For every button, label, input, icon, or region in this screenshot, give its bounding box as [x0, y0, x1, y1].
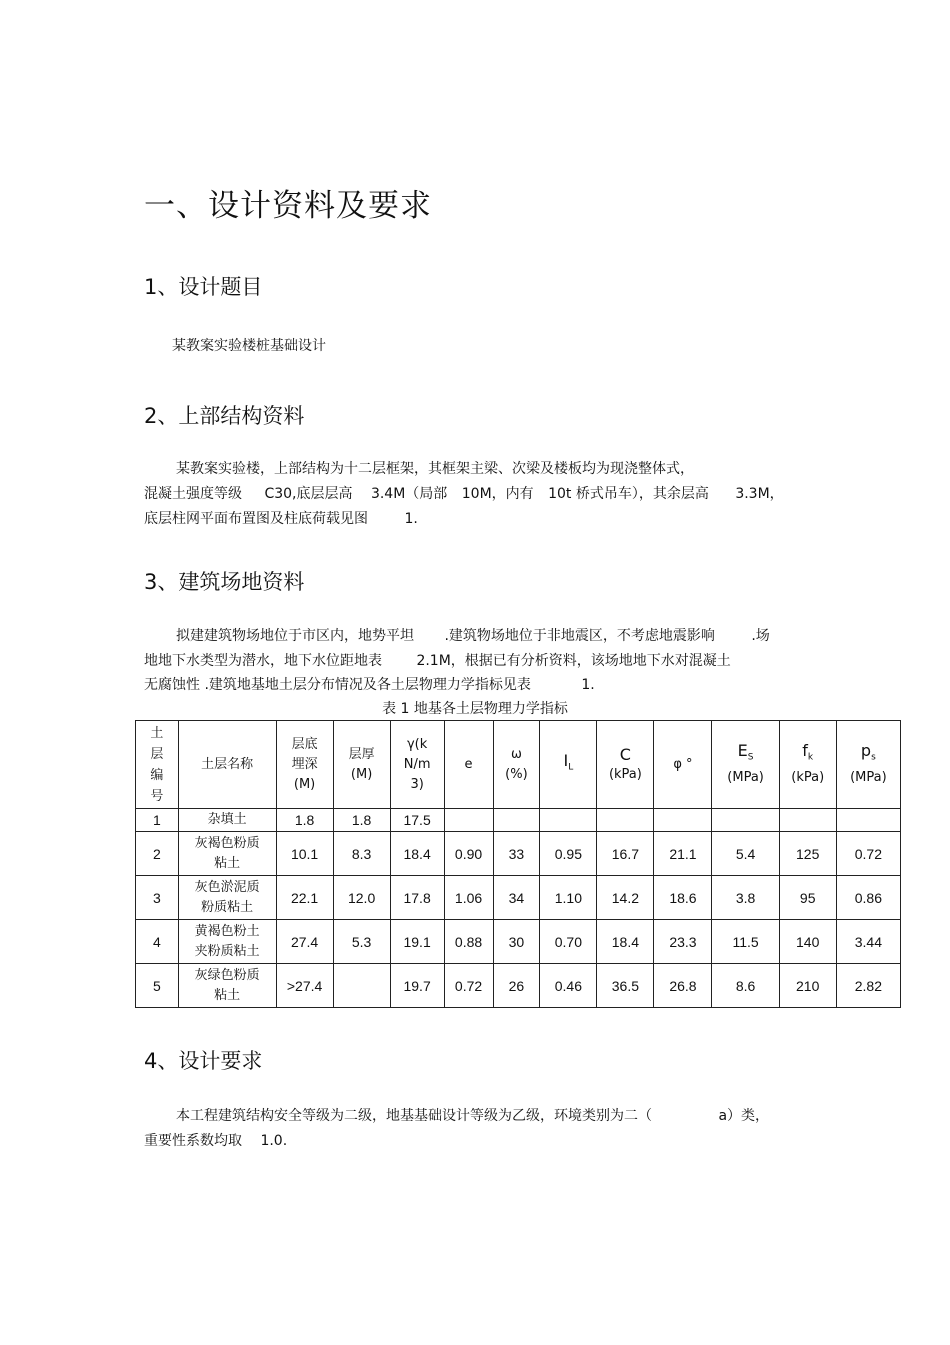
cell-es: 5.4 — [712, 832, 779, 876]
cell-e: 0.90 — [444, 832, 493, 876]
header-layer-no — [136, 721, 179, 809]
cell-gamma: 19.1 — [390, 920, 444, 964]
header-text: 3) — [410, 776, 424, 792]
header-subscript: s — [871, 752, 876, 763]
cell-thick: 5.3 — [333, 920, 390, 964]
cell-no: 5 — [136, 964, 179, 1008]
text-run: 地地下水类型为潜水，地下水位距地表 — [144, 653, 382, 669]
cell-no: 2 — [136, 832, 179, 876]
header-subscript: L — [568, 762, 574, 773]
cell-depth: 27.4 — [276, 920, 333, 964]
cell-name-line: 灰褐色粉质 — [194, 835, 260, 851]
cell-name-line: 灰绿色粉质 — [194, 967, 260, 983]
cell-name — [178, 876, 276, 920]
text-run: 本工程建筑结构安全等级为二级，地基基础设计等级为乙级，环境类别为二（ — [176, 1108, 652, 1124]
header-text: I — [563, 751, 569, 771]
soil-properties-table — [135, 720, 901, 1008]
cell-es: 8.6 — [712, 964, 779, 1008]
header-text: (MPa) — [850, 769, 887, 785]
header-cone-resistance — [836, 721, 900, 809]
table-caption: 表 1 地基各土层物理力学指标 — [382, 701, 568, 717]
header-text: γ(k — [406, 736, 428, 752]
cell-phi: 21.1 — [654, 832, 712, 876]
header-text: (%) — [505, 766, 528, 782]
header-friction-angle: φ ° — [654, 721, 712, 809]
section-3-heading: 3、建筑场地资料 — [144, 570, 305, 594]
cell-fk — [779, 809, 836, 832]
header-text: N/m — [403, 756, 431, 772]
cell-name-line: 灰色淤泥质 — [194, 879, 260, 895]
cell-il — [540, 809, 597, 832]
table-row — [136, 832, 901, 876]
section-3-line-2 — [144, 650, 731, 670]
cell-fk: 140 — [779, 920, 836, 964]
cell-depth: 1.8 — [276, 809, 333, 832]
cell-depth: 10.1 — [276, 832, 333, 876]
section-3-line-1 — [176, 625, 770, 645]
cell-e — [444, 809, 493, 832]
header-text: (kPa) — [608, 766, 642, 782]
header-subscript: k — [807, 752, 814, 763]
cell-ps: 0.72 — [836, 832, 900, 876]
cell-fk: 95 — [779, 876, 836, 920]
cell-es: 3.8 — [712, 876, 779, 920]
section-3-line-3 — [144, 674, 595, 694]
header-soil-name: 土层名称 — [178, 721, 276, 809]
table-row — [136, 964, 901, 1008]
cell-name-line: 粘土 — [214, 987, 241, 1003]
cell-c: 36.5 — [597, 964, 654, 1008]
cell-e: 0.88 — [444, 920, 493, 964]
text-run: 拟建建筑物场地位于市区内，地势平坦 — [176, 628, 414, 644]
cell-omega — [493, 809, 540, 832]
header-unit-weight — [390, 721, 444, 809]
section-1-heading: 1、设计题目 — [144, 275, 263, 299]
cell-omega: 30 — [493, 920, 540, 964]
cell-il: 0.95 — [540, 832, 597, 876]
section-4-line-2 — [144, 1130, 287, 1150]
header-text: C — [619, 744, 631, 764]
header-subscript: S — [747, 752, 754, 763]
cell-thick: 1.8 — [333, 809, 390, 832]
text-run: 10t 桥式吊车），其余层高 — [548, 486, 709, 502]
cell-fk: 125 — [779, 832, 836, 876]
cell-il: 1.10 — [540, 876, 597, 920]
cell-name — [178, 832, 276, 876]
cell-name-line: 粘土 — [214, 855, 241, 871]
header-text: p — [860, 741, 872, 761]
header-modulus — [712, 721, 779, 809]
text-run: 无腐蚀性 .建筑地基地土层分布情况及各土层物理力学指标见表 — [144, 677, 531, 693]
cell-omega: 26 — [493, 964, 540, 1008]
section-2-line-3 — [144, 508, 418, 528]
section-4-heading: 4、设计要求 — [144, 1049, 263, 1073]
text-run: 3.4M（局部 — [370, 486, 448, 502]
cell-name-line: 黄褐色粉土 — [194, 923, 260, 939]
text-run: a）类， — [718, 1108, 770, 1124]
cell-thick — [333, 964, 390, 1008]
header-void-ratio: e — [444, 721, 493, 809]
cell-c: 14.2 — [597, 876, 654, 920]
cell-gamma: 18.4 — [390, 832, 444, 876]
cell-gamma: 19.7 — [390, 964, 444, 1008]
header-bearing-capacity — [779, 721, 836, 809]
header-text: 土 — [150, 725, 164, 741]
cell-name — [178, 920, 276, 964]
text-run: 2.1M，根据已有分析资料，该场地地下水对混凝土 — [416, 653, 731, 669]
cell-gamma: 17.8 — [390, 876, 444, 920]
cell-il: 0.46 — [540, 964, 597, 1008]
header-text: 号 — [150, 788, 164, 804]
header-text: (kPa) — [791, 769, 825, 785]
text-run: 3.3M， — [735, 486, 784, 502]
cell-name: 杂填土 — [178, 809, 276, 832]
header-text: 层底 — [291, 736, 318, 752]
cell-omega: 33 — [493, 832, 540, 876]
header-text: (M) — [350, 766, 373, 782]
page-title: 一、设计资料及要求 — [144, 188, 432, 224]
section-1-text: 某教案实验楼桩基础设计 — [172, 338, 326, 354]
cell-depth: >27.4 — [276, 964, 333, 1008]
header-text: 编 — [150, 767, 164, 783]
text-run: 1.0. — [260, 1133, 288, 1149]
table-row — [136, 809, 901, 832]
cell-c: 18.4 — [597, 920, 654, 964]
cell-c: 16.7 — [597, 832, 654, 876]
cell-fk: 210 — [779, 964, 836, 1008]
cell-name-line: 粉质粘土 — [201, 899, 254, 915]
cell-ps — [836, 809, 900, 832]
header-bottom-depth — [276, 721, 333, 809]
header-text: ω — [510, 746, 522, 762]
table-header-row — [136, 721, 901, 809]
cell-phi: 23.3 — [654, 920, 712, 964]
cell-e: 1.06 — [444, 876, 493, 920]
cell-no: 3 — [136, 876, 179, 920]
text-run: 重要性系数均取 — [144, 1133, 242, 1149]
text-run: 混凝土强度等级 — [144, 486, 242, 502]
cell-gamma: 17.5 — [390, 809, 444, 832]
cell-e: 0.72 — [444, 964, 493, 1008]
header-text: 层厚 — [348, 746, 375, 762]
text-run: .场 — [751, 628, 770, 644]
text-run: 10M，内有 — [461, 486, 534, 502]
cell-depth: 22.1 — [276, 876, 333, 920]
text-run: 1. — [581, 677, 595, 693]
cell-es — [712, 809, 779, 832]
header-liquidity-index — [540, 721, 597, 809]
header-text: (M) — [293, 776, 316, 792]
cell-ps: 0.86 — [836, 876, 900, 920]
text-run: .建筑物场地位于非地震区，不考虑地震影响 — [444, 628, 715, 644]
cell-phi: 18.6 — [654, 876, 712, 920]
section-4-line-1 — [176, 1105, 769, 1125]
cell-ps: 2.82 — [836, 964, 900, 1008]
text-run: C30,底层层高 — [264, 486, 353, 502]
table-row — [136, 876, 901, 920]
section-2-line-1: 某教案实验楼，上部结构为十二层框架，其框架主梁、次梁及楼板均为现浇整体式， — [176, 461, 694, 477]
cell-no: 4 — [136, 920, 179, 964]
header-text: 埋深 — [291, 756, 318, 772]
cell-c — [597, 809, 654, 832]
cell-name-line: 夹粉质粘土 — [194, 943, 260, 959]
header-water-content — [493, 721, 540, 809]
section-2-line-2 — [144, 483, 784, 503]
cell-phi: 26.8 — [654, 964, 712, 1008]
header-text: E — [737, 741, 748, 761]
header-cohesion — [597, 721, 654, 809]
header-text: (MPa) — [727, 769, 764, 785]
section-2-heading: 2、上部结构资料 — [144, 404, 305, 428]
text-run: 底层柱网平面布置图及柱底荷载见图 — [144, 511, 368, 527]
header-text: f — [802, 741, 808, 761]
cell-ps: 3.44 — [836, 920, 900, 964]
cell-thick: 8.3 — [333, 832, 390, 876]
table-row — [136, 920, 901, 964]
cell-phi — [654, 809, 712, 832]
header-thickness — [333, 721, 390, 809]
cell-il: 0.70 — [540, 920, 597, 964]
cell-name — [178, 964, 276, 1008]
cell-es: 11.5 — [712, 920, 779, 964]
text-run: 1. — [404, 511, 418, 527]
cell-omega: 34 — [493, 876, 540, 920]
header-text: 层 — [150, 746, 164, 762]
cell-thick: 12.0 — [333, 876, 390, 920]
cell-no: 1 — [136, 809, 179, 832]
